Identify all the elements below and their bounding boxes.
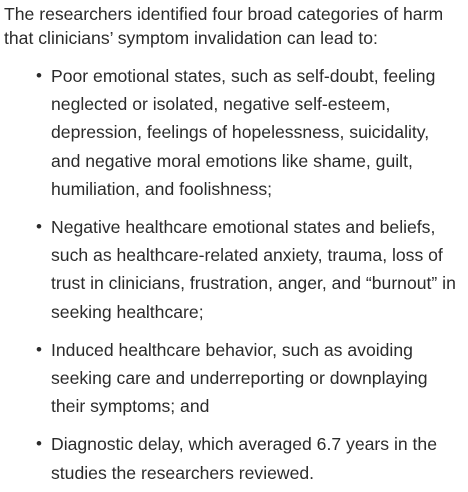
list-item-poor-emotional-states bbox=[4, 62, 462, 203]
bullet-icon: • bbox=[36, 339, 42, 359]
list-item-text: Poor emotional states, such as self-doubt, feeling neglected or isolated, negative self-esteem, depression, feelings of hopelessness, suicidality, and negative moral emotions like shame, guilt, humiliation, and foolishness; bbox=[51, 66, 436, 199]
intro-paragraph: The researchers identified four broad categories of harm that clinicians’ symptom invalidation can lead to: bbox=[4, 4, 444, 48]
list-item-text: Negative healthcare emotional states and beliefs, such as healthcare-related anxiety, trauma, loss of trust in clinicians, frustration, anger, and “burnout” in seeking healthcare; bbox=[51, 217, 456, 322]
bullet-icon: • bbox=[36, 217, 42, 237]
harm-categories-list bbox=[4, 62, 462, 487]
bullet-icon: • bbox=[36, 434, 42, 454]
list-item-negative-healthcare-states bbox=[4, 213, 462, 326]
list-item-text: Diagnostic delay, which averaged 6.7 years in the studies the researchers reviewed. bbox=[51, 434, 437, 483]
list-item-induced-healthcare-behavior bbox=[4, 336, 462, 421]
bullet-icon: • bbox=[36, 66, 42, 85]
list-item-text: Induced healthcare behavior, such as avoiding seeking care and underreporting or downplaying their symptoms; and bbox=[51, 339, 428, 417]
list-item-diagnostic-delay bbox=[4, 430, 462, 486]
